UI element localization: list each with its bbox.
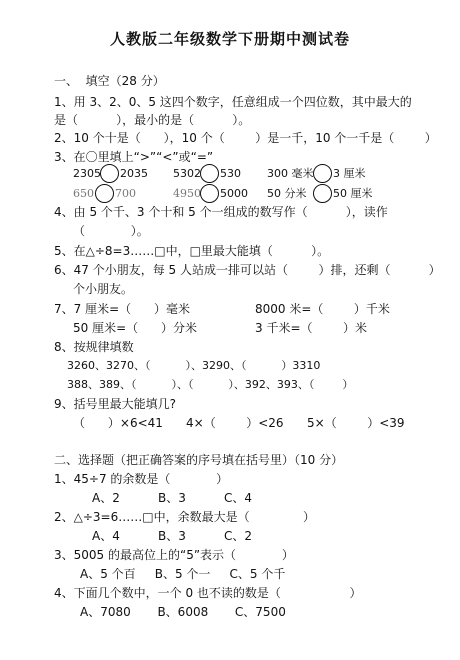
- q4-line1: 4、由 5 个千、3 个十和 5 个一组成的数写作（ ），读作: [54, 205, 388, 219]
- q7-item: 50 厘米=（ ）分米: [73, 321, 198, 335]
- q3-item-left: 4950: [173, 187, 201, 200]
- q3-item-left: 300 毫米: [267, 167, 314, 180]
- q3-item-right: 5000: [220, 187, 248, 200]
- s2-q1-options: A、2 B、3 C、4: [92, 491, 253, 505]
- q3-item-right: 530: [220, 167, 241, 180]
- s2-q3: 3、5005 的最高位上的“5”表示（ ）: [54, 548, 294, 562]
- compare-circle[interactable]: [200, 184, 219, 203]
- q7-item: 7、7 厘米=（ ）毫米: [54, 302, 191, 316]
- section1-heading: 一、 填空（28 分）: [54, 74, 165, 88]
- q7-item: 8000 米=（ ）千米: [255, 302, 390, 316]
- compare-circle[interactable]: [100, 164, 119, 183]
- q6-line1: 6、47 个小朋友，每 5 人站成一排可以站（ ）排，还剩（ ）: [54, 263, 441, 277]
- s2-q4-options: A、7080 B、6008 C、7500: [80, 605, 286, 619]
- q8-sequence: 3260、3270、（ ）、3290、（ ）3310: [67, 359, 321, 372]
- s2-q2: 2、△÷3=6……□中，余数最大是（ ）: [54, 510, 315, 524]
- q5: 5、在△÷8=3……□中，□里最大能填（ ）。: [54, 244, 330, 258]
- q3-item-right: 700: [115, 187, 136, 200]
- q3-item-right: 50 厘米: [333, 187, 373, 200]
- compare-circle[interactable]: [200, 164, 219, 183]
- q8-sequence: 388、389、（ ）、（ ）、392、393、（ ）: [67, 378, 354, 391]
- compare-circle[interactable]: [95, 184, 114, 203]
- q9-item: （ ）×6<41: [73, 416, 163, 430]
- q7-item: 3 千米=（ ）米: [255, 321, 368, 335]
- q4-line2: （ ）。: [73, 224, 149, 238]
- q6-line2: 个小朋友。: [73, 282, 134, 296]
- compare-circle[interactable]: [313, 184, 332, 203]
- q3-item-right: 2035: [120, 167, 148, 180]
- q9-item: 5×（ ）<39: [307, 416, 405, 430]
- s2-q1: 1、45÷7 的余数是（ ）: [54, 472, 229, 486]
- s2-q2-options: A、4 B、3 C、2: [92, 529, 253, 543]
- compare-circle[interactable]: [313, 164, 332, 183]
- page-title: 人教版二年级数学下册期中测试卷: [109, 30, 350, 48]
- q1-line1: 1、用 3、2、0、5 这四个数字，任意组成一个四位数，其中最大的: [54, 95, 412, 109]
- q3-item-left: 2305: [73, 167, 101, 180]
- s2-q4: 4、下面几个数中，一个 0 也不读的数是（ ）: [54, 586, 362, 600]
- section2-heading: 二、选择题（把正确答案的序号填在括号里）（10 分）: [54, 453, 344, 467]
- q3-item-right: 3 厘米: [333, 167, 366, 180]
- q9-item: 4×（ ）<26: [186, 416, 284, 430]
- q1-line2: 是（ ），最小的是（ ）。: [54, 113, 251, 127]
- q8: 8、按规律填数: [54, 340, 134, 354]
- q3: 3、在〇里填上“>”“<”或“=”: [54, 150, 214, 164]
- q2: 2、10 个十是（ ），10 个（ ）是一千，10 个一千是（ ）: [54, 131, 437, 145]
- q3-item-left: 50 分米: [267, 187, 307, 200]
- q3-item-left: 5302: [173, 167, 201, 180]
- q3-item-left: 650: [73, 187, 94, 200]
- s2-q3-options: A、5 个百 B、5 个一 C、5 个千: [80, 567, 286, 581]
- q9: 9、括号里最大能填几?: [54, 397, 177, 411]
